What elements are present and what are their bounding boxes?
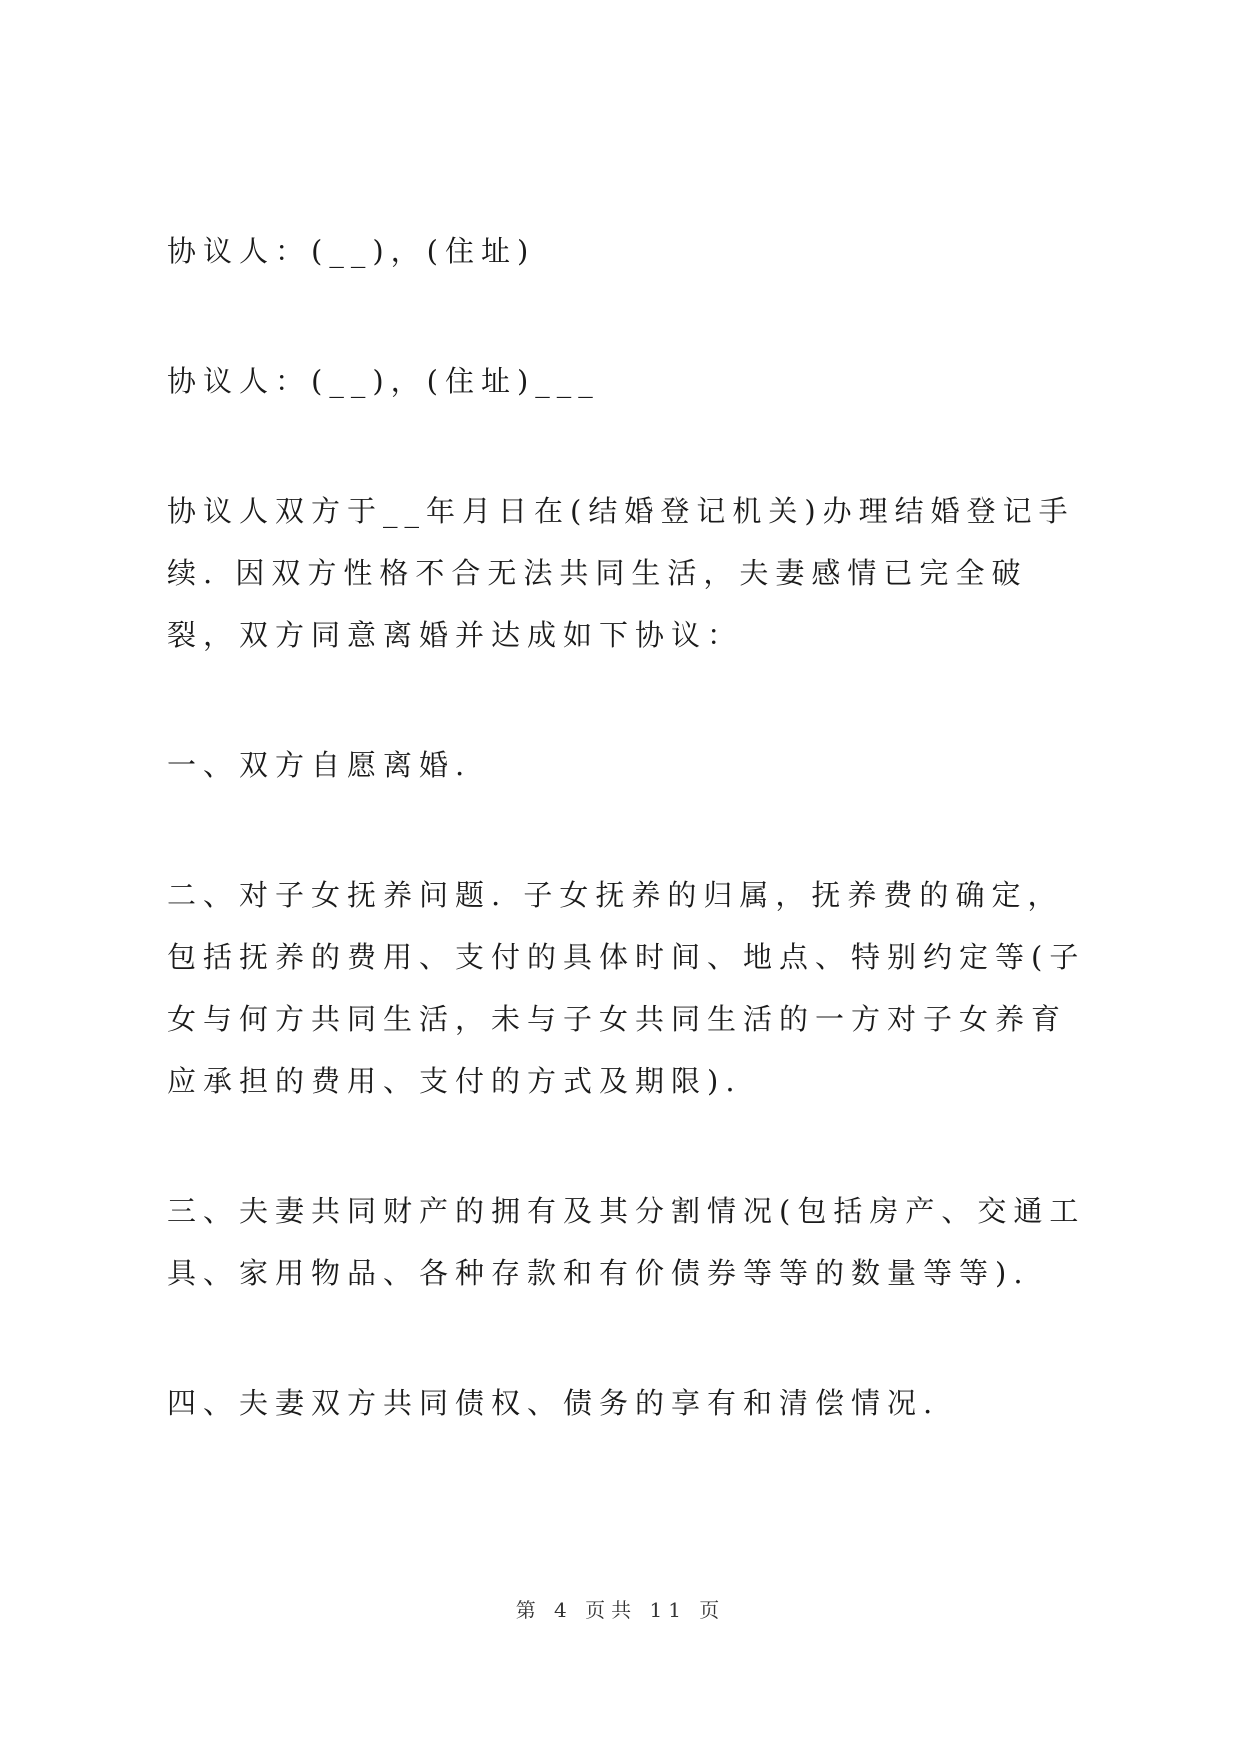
party-line-2: 协议人：(__)，(住址)___ [167, 364, 600, 398]
clause-1: 一、双方自愿离婚. [167, 748, 472, 782]
party-line-1: 协议人：(__)，(住址) [167, 234, 536, 268]
clause-4: 四、夫妻双方共同债权、债务的享有和清偿情况. [167, 1386, 940, 1420]
page-number: 第 4 页共 11 页 [515, 1598, 726, 1622]
document-body [167, 220, 1097, 1434]
clause-3: 三、夫妻共同财产的拥有及其分割情况(包括房产、交通工具、家用物品、各种存款和有价债券等等的数量等等). [167, 1194, 1086, 1290]
intro-paragraph: 协议人双方于__年月日在(结婚登记机关)办理结婚登记手续. 因双方性格不合无法共同生活，夫妻感情已完全破裂，双方同意离婚并达成如下协议： [167, 494, 1075, 652]
page-footer [0, 1594, 1241, 1623]
clause-2: 二、对子女抚养问题. 子女抚养的归属，抚养费的确定，包括抚养的费用、支付的具体时间、地点、特别约定等(子女与何方共同生活，未与子女共同生活的一方对子女养育应承担的费用、支付的方式及期限). [167, 878, 1086, 1098]
